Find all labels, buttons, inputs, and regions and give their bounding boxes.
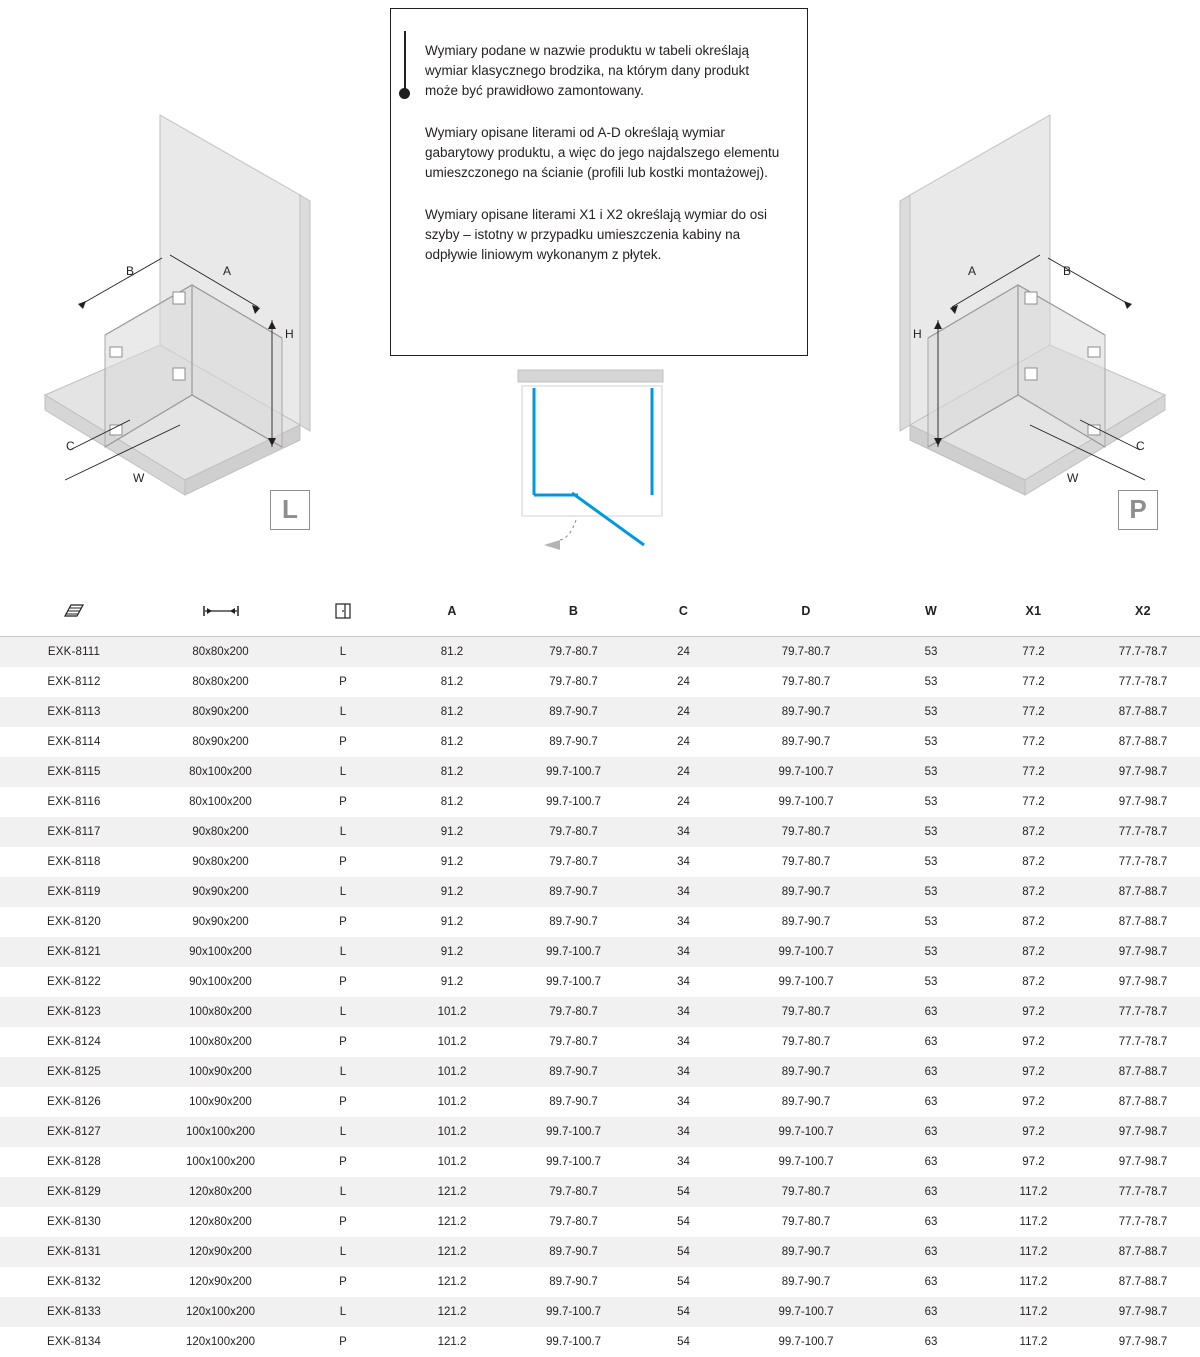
cell-product-code: EXK-8123 xyxy=(0,997,148,1027)
cell-value: 87.7-88.7 xyxy=(1086,697,1200,727)
cell-value: L xyxy=(293,997,393,1027)
cell-value: 53 xyxy=(881,907,981,937)
cell-value: 89.7-90.7 xyxy=(511,1057,636,1087)
cell-value: L xyxy=(293,637,393,668)
cell-product-code: EXK-8116 xyxy=(0,787,148,817)
cell-value: 120x80x200 xyxy=(148,1177,293,1207)
cell-value: 121.2 xyxy=(393,1297,511,1327)
cell-value: 121.2 xyxy=(393,1177,511,1207)
cell-value: 87.2 xyxy=(981,937,1086,967)
cell-product-code: EXK-8126 xyxy=(0,1087,148,1117)
cell-value: 63 xyxy=(881,1207,981,1237)
cell-value: 89.7-90.7 xyxy=(731,1087,881,1117)
cell-value: 101.2 xyxy=(393,1087,511,1117)
table-row xyxy=(0,1237,1200,1267)
info-note-box xyxy=(390,8,808,356)
cell-value: 101.2 xyxy=(393,997,511,1027)
cell-value: P xyxy=(293,667,393,697)
cell-value: 99.7-100.7 xyxy=(511,757,636,787)
cell-product-code: EXK-8134 xyxy=(0,1327,148,1357)
label-a-left: A xyxy=(223,264,231,278)
note-dot-marker xyxy=(399,88,410,99)
cell-value: 77.2 xyxy=(981,727,1086,757)
cell-value: L xyxy=(293,1177,393,1207)
cell-value: 24 xyxy=(636,787,731,817)
cell-value: 77.7-78.7 xyxy=(1086,667,1200,697)
cell-value: 34 xyxy=(636,1057,731,1087)
cell-value: 99.7-100.7 xyxy=(731,967,881,997)
cell-value: 79.7-80.7 xyxy=(511,1207,636,1237)
cell-value: 87.7-88.7 xyxy=(1086,877,1200,907)
cell-value: 89.7-90.7 xyxy=(731,1267,881,1297)
cell-value: 97.2 xyxy=(981,1147,1086,1177)
cell-value: 97.7-98.7 xyxy=(1086,967,1200,997)
column-header-d: D xyxy=(731,588,881,637)
cell-product-code: EXK-8127 xyxy=(0,1117,148,1147)
cell-product-code: EXK-8130 xyxy=(0,1207,148,1237)
cell-value: 99.7-100.7 xyxy=(511,1117,636,1147)
cell-value: 54 xyxy=(636,1207,731,1237)
label-b-left: B xyxy=(126,264,134,278)
cell-value: 100x80x200 xyxy=(148,1027,293,1057)
cell-value: 81.2 xyxy=(393,697,511,727)
cell-value: 87.7-88.7 xyxy=(1086,1087,1200,1117)
cell-value: 120x100x200 xyxy=(148,1297,293,1327)
cell-value: 99.7-100.7 xyxy=(731,937,881,967)
cell-value: 97.2 xyxy=(981,997,1086,1027)
cell-value: P xyxy=(293,967,393,997)
cell-value: 91.2 xyxy=(393,847,511,877)
cell-value: 79.7-80.7 xyxy=(511,637,636,668)
cell-value: 79.7-80.7 xyxy=(731,637,881,668)
cell-product-code: EXK-8115 xyxy=(0,757,148,787)
cell-value: 24 xyxy=(636,757,731,787)
cell-value: 34 xyxy=(636,937,731,967)
cell-value: L xyxy=(293,1057,393,1087)
cell-value: 53 xyxy=(881,757,981,787)
cell-value: 90x100x200 xyxy=(148,967,293,997)
cell-value: 91.2 xyxy=(393,907,511,937)
cell-value: 101.2 xyxy=(393,1147,511,1177)
cell-value: 97.7-98.7 xyxy=(1086,1147,1200,1177)
table-row xyxy=(0,817,1200,847)
cell-value: 53 xyxy=(881,787,981,817)
product-code-icon xyxy=(0,588,148,637)
table-row xyxy=(0,1147,1200,1177)
cell-value: 34 xyxy=(636,967,731,997)
cell-value: 77.2 xyxy=(981,757,1086,787)
cell-product-code: EXK-8131 xyxy=(0,1237,148,1267)
cell-value: 80x90x200 xyxy=(148,697,293,727)
cell-value: 79.7-80.7 xyxy=(511,667,636,697)
cell-value: P xyxy=(293,1267,393,1297)
cell-value: 117.2 xyxy=(981,1297,1086,1327)
cell-value: 77.2 xyxy=(981,637,1086,668)
handing-icon xyxy=(293,588,393,637)
specification-table xyxy=(0,588,1200,1357)
cell-value: 34 xyxy=(636,847,731,877)
cell-value: 53 xyxy=(881,817,981,847)
table-row xyxy=(0,757,1200,787)
cell-value: 79.7-80.7 xyxy=(731,817,881,847)
cell-value: 77.2 xyxy=(981,697,1086,727)
handing-badge-right: P xyxy=(1118,490,1158,530)
cell-value: 90x100x200 xyxy=(148,937,293,967)
cell-value: L xyxy=(293,697,393,727)
cell-value: 117.2 xyxy=(981,1237,1086,1267)
cell-value: 89.7-90.7 xyxy=(511,1237,636,1267)
cell-value: 121.2 xyxy=(393,1207,511,1237)
cell-value: 120x90x200 xyxy=(148,1267,293,1297)
cell-value: 89.7-90.7 xyxy=(731,1057,881,1087)
cell-value: 24 xyxy=(636,697,731,727)
cell-value: 87.7-88.7 xyxy=(1086,1267,1200,1297)
cell-value: 99.7-100.7 xyxy=(511,967,636,997)
cell-value: 120x80x200 xyxy=(148,1207,293,1237)
cell-product-code: EXK-8119 xyxy=(0,877,148,907)
cell-value: 63 xyxy=(881,1087,981,1117)
cell-value: 87.2 xyxy=(981,907,1086,937)
cell-value: P xyxy=(293,727,393,757)
shower-enclosure-plan-view xyxy=(500,360,700,575)
cell-value: 79.7-80.7 xyxy=(511,847,636,877)
cell-value: 54 xyxy=(636,1177,731,1207)
cell-value: 87.7-88.7 xyxy=(1086,1237,1200,1267)
cell-value: 89.7-90.7 xyxy=(511,1267,636,1297)
cell-value: L xyxy=(293,757,393,787)
cell-value: 34 xyxy=(636,817,731,847)
cell-value: 53 xyxy=(881,727,981,757)
cell-value: 63 xyxy=(881,1057,981,1087)
cell-value: 34 xyxy=(636,1117,731,1147)
cell-value: 77.7-78.7 xyxy=(1086,1177,1200,1207)
table-row xyxy=(0,877,1200,907)
cell-value: 97.7-98.7 xyxy=(1086,1297,1200,1327)
cell-product-code: EXK-8112 xyxy=(0,667,148,697)
cell-value: 90x90x200 xyxy=(148,907,293,937)
table-row xyxy=(0,727,1200,757)
cell-value: 34 xyxy=(636,877,731,907)
table-row xyxy=(0,1177,1200,1207)
cell-value: 100x100x200 xyxy=(148,1147,293,1177)
cell-product-code: EXK-8114 xyxy=(0,727,148,757)
table-row xyxy=(0,907,1200,937)
cell-value: 121.2 xyxy=(393,1267,511,1297)
cell-value: 63 xyxy=(881,1147,981,1177)
table-body xyxy=(0,637,1200,1357)
cell-value: 89.7-90.7 xyxy=(511,907,636,937)
cell-value: P xyxy=(293,1027,393,1057)
column-header-x2: X2 xyxy=(1086,588,1200,637)
cell-value: L xyxy=(293,1237,393,1267)
cell-value: P xyxy=(293,787,393,817)
cell-value: 63 xyxy=(881,1027,981,1057)
cell-value: 97.7-98.7 xyxy=(1086,787,1200,817)
cell-value: 53 xyxy=(881,937,981,967)
note-bar-marker xyxy=(404,31,406,93)
cell-value: 77.7-78.7 xyxy=(1086,817,1200,847)
cell-value: 87.2 xyxy=(981,877,1086,907)
cell-value: P xyxy=(293,1327,393,1357)
cell-value: 77.7-78.7 xyxy=(1086,997,1200,1027)
table-row xyxy=(0,937,1200,967)
cell-value: L xyxy=(293,817,393,847)
label-h-right: H xyxy=(913,327,922,341)
table-header-row xyxy=(0,588,1200,637)
cell-value: 79.7-80.7 xyxy=(511,817,636,847)
cell-value: 99.7-100.7 xyxy=(511,787,636,817)
cell-value: 81.2 xyxy=(393,637,511,668)
table-row xyxy=(0,847,1200,877)
cell-value: 97.2 xyxy=(981,1087,1086,1117)
cell-value: 100x90x200 xyxy=(148,1087,293,1117)
cell-value: L xyxy=(293,877,393,907)
cell-value: 91.2 xyxy=(393,877,511,907)
cell-value: 99.7-100.7 xyxy=(511,937,636,967)
cell-value: 77.7-78.7 xyxy=(1086,847,1200,877)
cell-product-code: EXK-8122 xyxy=(0,967,148,997)
cell-value: 80x100x200 xyxy=(148,787,293,817)
cell-value: 53 xyxy=(881,637,981,668)
cell-value: 101.2 xyxy=(393,1117,511,1147)
label-w-right: W xyxy=(1067,471,1079,485)
column-header-x1: X1 xyxy=(981,588,1086,637)
cell-value: 89.7-90.7 xyxy=(731,907,881,937)
table-row xyxy=(0,1057,1200,1087)
cell-value: 34 xyxy=(636,907,731,937)
cell-value: 97.2 xyxy=(981,1027,1086,1057)
cell-value: 80x80x200 xyxy=(148,637,293,668)
cell-value: 120x100x200 xyxy=(148,1327,293,1357)
cell-value: 89.7-90.7 xyxy=(731,697,881,727)
table-row xyxy=(0,697,1200,727)
column-header-w: W xyxy=(881,588,981,637)
cell-value: 91.2 xyxy=(393,817,511,847)
cell-value: 89.7-90.7 xyxy=(731,877,881,907)
cell-value: 63 xyxy=(881,997,981,1027)
cell-value: 79.7-80.7 xyxy=(511,1177,636,1207)
cell-product-code: EXK-8113 xyxy=(0,697,148,727)
cell-value: 101.2 xyxy=(393,1027,511,1057)
cell-value: 81.2 xyxy=(393,757,511,787)
shower-enclosure-drawing-right xyxy=(855,95,1200,540)
cell-value: 53 xyxy=(881,847,981,877)
cell-value: 53 xyxy=(881,667,981,697)
cell-value: P xyxy=(293,1087,393,1117)
cell-value: 87.2 xyxy=(981,847,1086,877)
cell-product-code: EXK-8133 xyxy=(0,1297,148,1327)
note-paragraph-3: Wymiary opisane literami X1 i X2 określają wymiar do osi szyby – istotny w przypadku umieszczenia kabiny na odpływie liniowym wykonanym z płytek. xyxy=(425,205,781,265)
cell-value: 100x100x200 xyxy=(148,1117,293,1147)
cell-product-code: EXK-8121 xyxy=(0,937,148,967)
cell-product-code: EXK-8111 xyxy=(0,637,148,668)
cell-value: 99.7-100.7 xyxy=(731,1297,881,1327)
table-row xyxy=(0,637,1200,668)
cell-value: 120x90x200 xyxy=(148,1237,293,1267)
cell-value: 97.7-98.7 xyxy=(1086,1117,1200,1147)
table-row xyxy=(0,997,1200,1027)
cell-value: L xyxy=(293,1297,393,1327)
cell-value: 89.7-90.7 xyxy=(511,727,636,757)
cell-value: 117.2 xyxy=(981,1177,1086,1207)
cell-value: 63 xyxy=(881,1117,981,1147)
label-b-right: B xyxy=(1063,264,1071,278)
cell-value: 100x80x200 xyxy=(148,997,293,1027)
cell-value: 77.2 xyxy=(981,787,1086,817)
column-header-b: B xyxy=(511,588,636,637)
cell-value: 54 xyxy=(636,1237,731,1267)
table-row xyxy=(0,1267,1200,1297)
cell-product-code: EXK-8124 xyxy=(0,1027,148,1057)
cell-value: 77.2 xyxy=(981,667,1086,697)
table-row xyxy=(0,1087,1200,1117)
cell-value: 89.7-90.7 xyxy=(731,1237,881,1267)
cell-product-code: EXK-8128 xyxy=(0,1147,148,1177)
cell-value: 63 xyxy=(881,1267,981,1297)
cell-value: 34 xyxy=(636,1147,731,1177)
shower-enclosure-drawing-left xyxy=(10,95,370,540)
table-row xyxy=(0,1327,1200,1357)
cell-value: 87.7-88.7 xyxy=(1086,727,1200,757)
cell-value: 24 xyxy=(636,637,731,668)
cell-value: 81.2 xyxy=(393,787,511,817)
cell-value: 53 xyxy=(881,967,981,997)
cell-value: 97.2 xyxy=(981,1057,1086,1087)
cell-value: 87.2 xyxy=(981,967,1086,997)
cell-value: 97.7-98.7 xyxy=(1086,1327,1200,1357)
cell-value: 89.7-90.7 xyxy=(511,877,636,907)
cell-value: 99.7-100.7 xyxy=(731,757,881,787)
cell-value: 117.2 xyxy=(981,1327,1086,1357)
cell-value: 80x80x200 xyxy=(148,667,293,697)
cell-value: 63 xyxy=(881,1297,981,1327)
cell-value: 79.7-80.7 xyxy=(511,1027,636,1057)
cell-value: 99.7-100.7 xyxy=(731,1327,881,1357)
note-paragraph-2: Wymiary opisane literami od A-D określają wymiar gabarytowy produktu, a więc do jego najdalszego elementu umieszczonego na ścianie (profili lub kostki montażowej). xyxy=(425,123,781,183)
cell-value: 99.7-100.7 xyxy=(511,1297,636,1327)
cell-value: L xyxy=(293,937,393,967)
cell-value: 121.2 xyxy=(393,1237,511,1267)
cell-value: 34 xyxy=(636,1087,731,1117)
cell-value: 81.2 xyxy=(393,667,511,697)
cell-value: 79.7-80.7 xyxy=(731,1177,881,1207)
cell-value: 63 xyxy=(881,1327,981,1357)
cell-value: 54 xyxy=(636,1267,731,1297)
cell-value: 97.2 xyxy=(981,1117,1086,1147)
cell-value: 90x80x200 xyxy=(148,847,293,877)
table-row xyxy=(0,1027,1200,1057)
cell-value: 34 xyxy=(636,1027,731,1057)
cell-value: 97.7-98.7 xyxy=(1086,937,1200,967)
cell-value: 79.7-80.7 xyxy=(731,997,881,1027)
cell-value: 80x90x200 xyxy=(148,727,293,757)
cell-value: 121.2 xyxy=(393,1327,511,1357)
cell-value: 91.2 xyxy=(393,937,511,967)
cell-value: 54 xyxy=(636,1327,731,1357)
dimensions-icon xyxy=(148,588,293,637)
cell-value: 89.7-90.7 xyxy=(511,697,636,727)
cell-value: 97.7-98.7 xyxy=(1086,757,1200,787)
cell-value: 77.7-78.7 xyxy=(1086,1027,1200,1057)
label-c-right: C xyxy=(1136,439,1145,453)
cell-value: P xyxy=(293,1207,393,1237)
cell-value: 79.7-80.7 xyxy=(731,1027,881,1057)
cell-value: L xyxy=(293,1117,393,1147)
cell-value: 90x80x200 xyxy=(148,817,293,847)
cell-value: P xyxy=(293,1147,393,1177)
cell-value: 79.7-80.7 xyxy=(731,667,881,697)
handing-badge-left: L xyxy=(270,490,310,530)
cell-product-code: EXK-8120 xyxy=(0,907,148,937)
label-h-left: H xyxy=(285,327,294,341)
cell-value: 79.7-80.7 xyxy=(731,847,881,877)
cell-value: 63 xyxy=(881,1237,981,1267)
label-w-left: W xyxy=(133,471,145,485)
cell-value: 117.2 xyxy=(981,1207,1086,1237)
column-header-c: C xyxy=(636,588,731,637)
cell-value: 54 xyxy=(636,1297,731,1327)
cell-value: 117.2 xyxy=(981,1267,1086,1297)
cell-value: 99.7-100.7 xyxy=(731,1117,881,1147)
table-row xyxy=(0,787,1200,817)
label-c-left: C xyxy=(66,439,75,453)
cell-value: 77.7-78.7 xyxy=(1086,1207,1200,1237)
cell-value: P xyxy=(293,847,393,877)
cell-value: 87.7-88.7 xyxy=(1086,907,1200,937)
table-row xyxy=(0,667,1200,697)
cell-value: 87.7-88.7 xyxy=(1086,1057,1200,1087)
cell-value: 99.7-100.7 xyxy=(511,1327,636,1357)
cell-value: 79.7-80.7 xyxy=(511,997,636,1027)
cell-value: 99.7-100.7 xyxy=(731,1147,881,1177)
cell-value: 99.7-100.7 xyxy=(731,787,881,817)
cell-value: 24 xyxy=(636,667,731,697)
column-header-a: A xyxy=(393,588,511,637)
cell-value: P xyxy=(293,907,393,937)
table-row xyxy=(0,1117,1200,1147)
cell-value: 89.7-90.7 xyxy=(731,727,881,757)
cell-value: 24 xyxy=(636,727,731,757)
note-paragraph-1: Wymiary podane w nazwie produktu w tabeli określają wymiar klasycznego brodzika, na którym dany produkt może być prawidłowo zamontowany. xyxy=(425,41,781,101)
cell-product-code: EXK-8132 xyxy=(0,1267,148,1297)
cell-product-code: EXK-8117 xyxy=(0,817,148,847)
cell-product-code: EXK-8125 xyxy=(0,1057,148,1087)
table-row xyxy=(0,967,1200,997)
cell-value: 63 xyxy=(881,1177,981,1207)
cell-value: 53 xyxy=(881,877,981,907)
cell-value: 101.2 xyxy=(393,1057,511,1087)
cell-value: 99.7-100.7 xyxy=(511,1147,636,1177)
cell-value: 100x90x200 xyxy=(148,1057,293,1087)
cell-value: 91.2 xyxy=(393,967,511,997)
table-row xyxy=(0,1297,1200,1327)
cell-value: 53 xyxy=(881,697,981,727)
cell-value: 87.2 xyxy=(981,817,1086,847)
cell-value: 34 xyxy=(636,997,731,1027)
cell-product-code: EXK-8129 xyxy=(0,1177,148,1207)
label-a-right: A xyxy=(968,264,976,278)
cell-value: 79.7-80.7 xyxy=(731,1207,881,1237)
cell-value: 81.2 xyxy=(393,727,511,757)
cell-product-code: EXK-8118 xyxy=(0,847,148,877)
specification-table-wrapper xyxy=(0,588,1200,1357)
cell-value: 77.7-78.7 xyxy=(1086,637,1200,668)
cell-value: 90x90x200 xyxy=(148,877,293,907)
table-row xyxy=(0,1207,1200,1237)
cell-value: 80x100x200 xyxy=(148,757,293,787)
cell-value: 89.7-90.7 xyxy=(511,1087,636,1117)
